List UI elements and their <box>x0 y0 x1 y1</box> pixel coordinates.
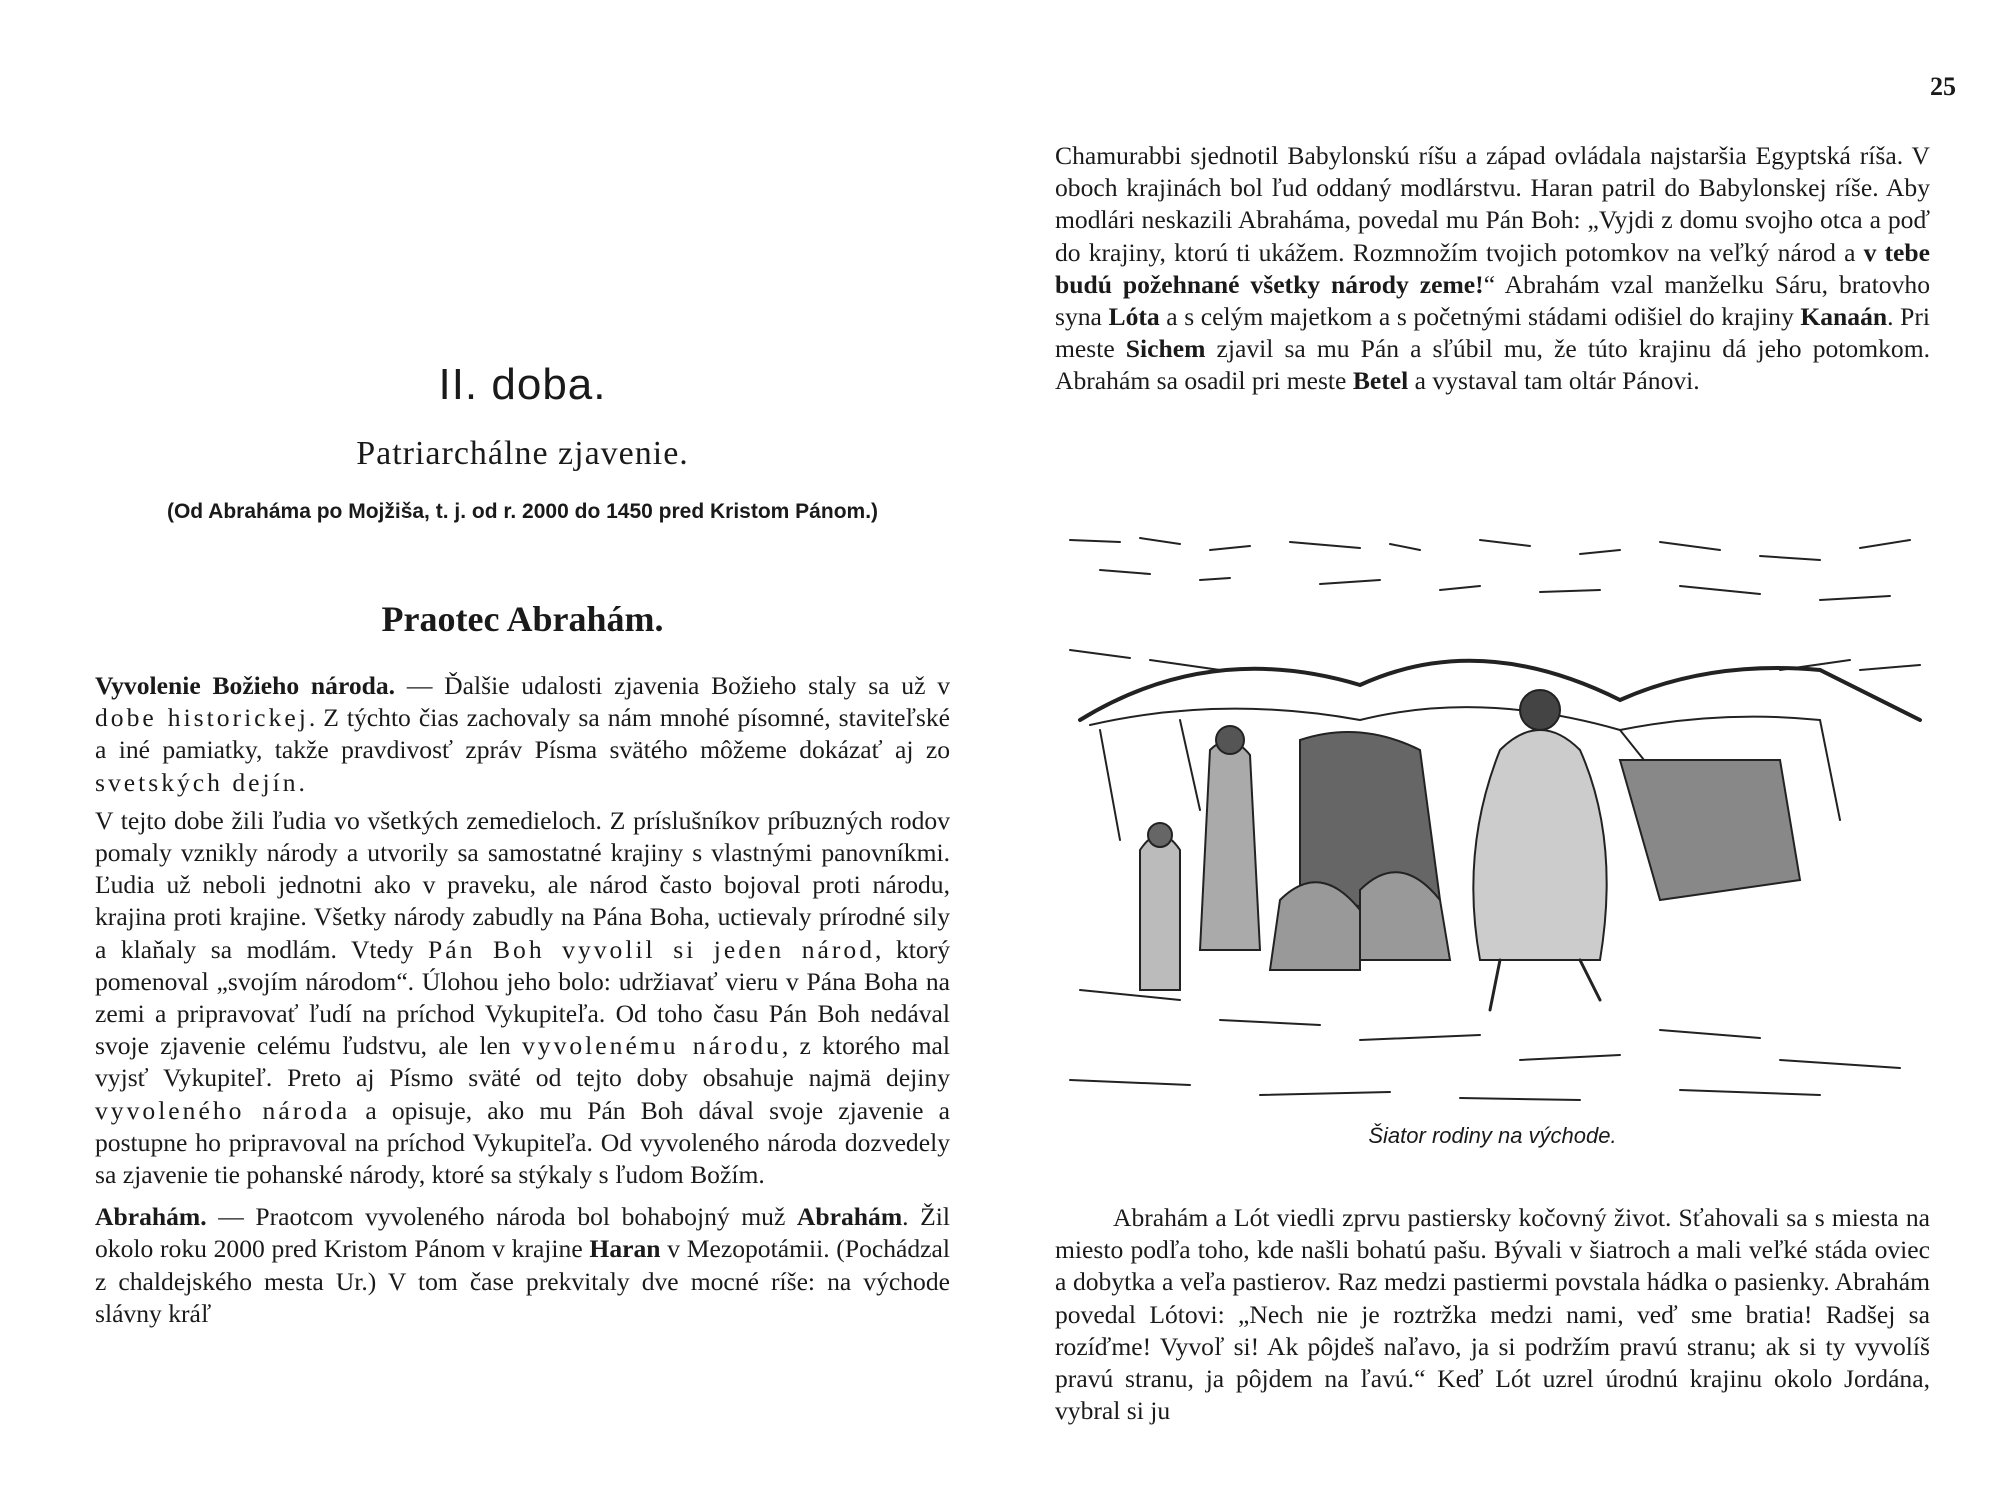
text-run: a opisuje, ako mu Pán Boh dával svoje zjavenie a postupne ho pripravoval na príchod Vykupiteľa. Od vyvoleného národa dozvedely sa zjavenie tie pohanské národy, ktoré sa stýkaly s ľudom Božím. <box>95 1095 950 1190</box>
tent-roof <box>1080 661 1920 720</box>
spaced-term: svetských dejín <box>95 767 299 797</box>
tent-illustration <box>1060 520 1930 1110</box>
figure-caption: Šiator rodiny na východe. <box>1368 1123 1617 1148</box>
sky-stroke <box>1100 570 1890 600</box>
text-run: Chamurabbi sjednotil Babylonskú ríšu a západ ovládala najstaršia Egyptská ríša. V oboch krajinách bol ľud oddaný modlárstvu. Haran patril do Babylonskej ríše. Aby modlári neskazili Abraháma, povedal mu Pán Boh: „Vyjdi z domu svojho otca a poď do krajiny, ktorú ti ukážem. Rozmnožím tvojich potomkov na veľký národ a <box>1055 141 1930 267</box>
bold-term: Lóta <box>1108 302 1160 332</box>
text-run: a vystaval tam oltár Pánovi. <box>1408 366 1700 396</box>
spaced-term: Pán Boh vyvolil si jeden národ <box>428 934 876 964</box>
text-run: . Pri meste <box>1055 302 1930 364</box>
sky-stroke <box>1070 538 1910 560</box>
seated-figure <box>1270 882 1360 970</box>
paragraph-abraham <box>95 1201 950 1330</box>
text-run: — Ďalšie udalosti zjavenia Božieho staly sa už v <box>395 671 950 700</box>
text-run: “ Abrahám vzal manželku Sáru, bratovho syna <box>1055 269 1930 332</box>
bold-term: Kanaán <box>1800 302 1888 332</box>
era-dates: (Od Abraháma po Mojžiša, t. j. od r. 2000 do 1450 pred Kristom Pánom.) <box>166 500 879 523</box>
left-body-text <box>95 670 950 1336</box>
section-heading: Praotec Abrahám. <box>381 599 664 639</box>
child-figure <box>1140 835 1180 990</box>
right-bottom-text <box>1055 1202 1930 1427</box>
spaced-term: vyvolenému národu <box>521 1031 782 1061</box>
text-run: . <box>298 767 305 797</box>
text-run: . Z týchto čias zachovaly sa nám mnohé písomné, staviteľské a iné pamiatky, takže pravdivosť zpráv Písma svätého môžeme dokázať aj zo <box>95 703 950 765</box>
man-head <box>1520 690 1560 730</box>
bold-term: Sichem <box>1125 334 1206 364</box>
bold-term: v tebe budú požehnané všetky národy zeme! <box>1055 237 1931 299</box>
right-top-text <box>1055 140 1930 398</box>
run-in-heading: Vyvolenie Božieho národa. <box>95 671 396 700</box>
man-figure <box>1473 730 1606 960</box>
text-run: , ktorý pomenoval „svojím národom“. Úlohou jeho bolo: udržiavať vieru v Pána Boha na zemi a pripravovať ľudí na príchod Vykupiteľa. Od toho času Pán Boh nedával svoje zjavenie celému ľudstvu, ale len <box>95 934 950 1061</box>
spaced-term: dobe historickej <box>95 703 309 733</box>
woman-figure <box>1200 741 1260 950</box>
page-number: 25 <box>1930 72 1956 101</box>
text-run: . Žil okolo roku 2000 pred Kristom Pánom v krajine <box>95 1202 951 1264</box>
run-in-heading: Abrahám. <box>95 1202 207 1232</box>
text-run: V tejto dobe žili ľudia vo všetkých zemedieloch. Z príslušníkov príbuzných rodov pomaly vznikly národy a utvorily sa samostatné krajiny s vlastnými panovníkmi. Ľudia už neboli jednotni ako v praveku, ale národ často bojoval proti národu, krajina proti krajine. Všetky národy zabudly na Pána Boha, uctievaly prírodné sily a klaňaly sa modlám. Vtedy <box>95 805 950 964</box>
paragraph-continuation <box>1055 140 1930 398</box>
text-run: a s celým majetkom a s početnými stádami odišiel do krajiny <box>1159 302 1801 332</box>
bold-term: Abrahám <box>796 1202 903 1232</box>
paragraph-vyvolenie <box>95 670 950 799</box>
text-run: — Praotcom vyvoleného národa bol bohabojný muž <box>206 1202 797 1232</box>
bold-term: Haran <box>589 1234 661 1264</box>
era-subtitle: Patriarchálne zjavenie. <box>356 435 689 472</box>
bold-term: Betel <box>1352 366 1409 396</box>
text-run: , z ktorého mal vyjsť Vykupiteľ. Preto aj Písmo sväté od tejto doby obsahuje najmä dejiny <box>95 1031 951 1093</box>
ground-stroke <box>1070 990 1900 1100</box>
paragraph-lot: Abrahám a Lót viedli zprvu pastiersky kočovný život. Sťahovali sa s miesta na miesto podľa toho, kde našli bohatú pašu. Bývali v šiatroch a mali veľké stáda oviec a dobytka a veľa pastierov. Raz medzi pastiermi povstala hádka o pasienky. Abrahám povedal Lótovi: „Nech nie je roztržka medzi nami, veď sme bratia! Radšej sa rozíďme! Vyvoľ si! Ak pôjdeš naľavo, ja si podržím pravú stranu; ak si ty vyvolíš pravú stranu, ja pôjdem na ľavú.“ Keď Lót uzrel úrodnú krajinu okolo Jordána, vybral si ju <box>1055 1203 1930 1426</box>
paragraph-narody <box>95 805 950 1191</box>
text-run: zjavil sa mu Pán a sľúbil mu, že túto krajinu dá jeho potomkom. Abrahám sa osadil pri meste <box>1055 334 1930 396</box>
era-title: II. doba. <box>438 360 607 409</box>
spaced-term: vyvoleného národa <box>95 1095 351 1125</box>
tent-side <box>1620 760 1800 900</box>
text-run: v Mezopotámii. (Pochádzal z chaldejského mesta Ur.) V tom čase prekvitaly dve mocné ríše: na východe slávny kráľ <box>95 1234 951 1328</box>
